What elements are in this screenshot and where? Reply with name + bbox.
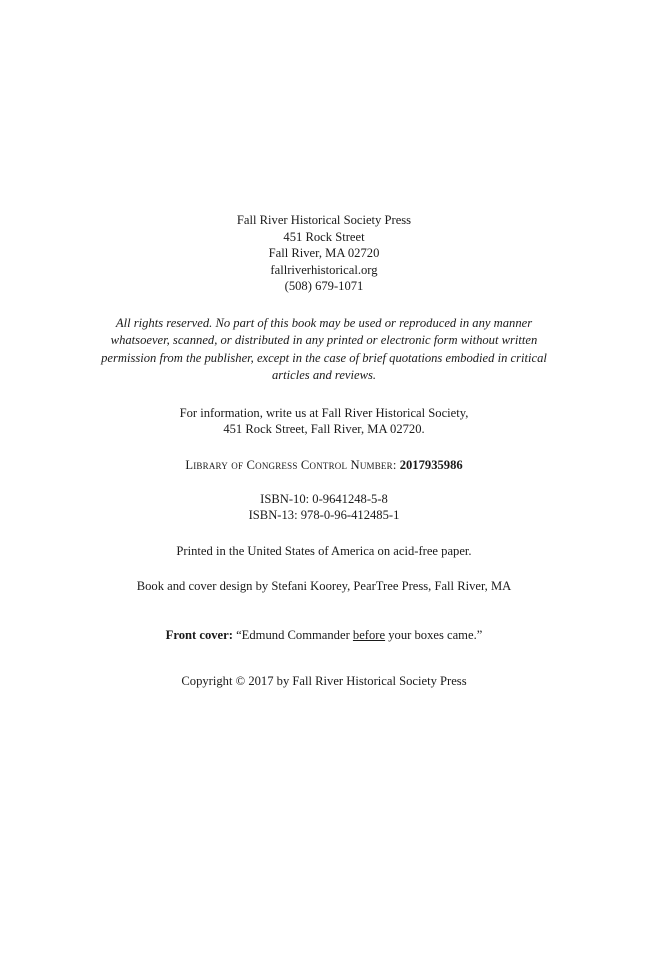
contact-line-2: 451 Rock Street, Fall River, MA 02720.	[223, 422, 425, 437]
page-content	[0, 212, 648, 689]
design-credit: Book and cover design by Stefani Koorey, PearTree Press, Fall River, MA	[136, 578, 512, 593]
publisher-name: Fall River Historical Society Press	[236, 213, 412, 227]
publisher-street: 451 Rock Street	[283, 229, 365, 244]
printing-statement: Printed in the United States of America on acid-free paper.	[176, 543, 472, 558]
front-cover-quote-open: “Edmund Commander	[236, 627, 353, 642]
front-cover-caption	[78, 627, 570, 643]
isbn-10: ISBN-10: 0-9641248-5-8	[260, 491, 388, 506]
loc-number: 2017935986	[399, 457, 463, 472]
contact-information-block	[78, 405, 570, 438]
rights-statement: All rights reserved. No part of this book may be used or reproduced in any manner whatsoever, scanned, or distributed in any printed or electronic form without written permission from the publisher, except in the case of brief quotations embodied in critical articles and reviews.	[101, 315, 547, 383]
contact-line-1: For information, write us at Fall River Historical Society,	[179, 405, 469, 420]
front-cover-label: Front cover:	[165, 627, 233, 642]
loc-label: Library of Congress Control Number:	[185, 457, 397, 472]
publisher-city-state-zip: Fall River, MA 02720	[268, 246, 380, 261]
front-cover-quote-close: your boxes came.”	[385, 627, 483, 642]
loc-control-number	[78, 457, 570, 473]
copyright-notice: Copyright © 2017 by Fall River Historical Society Press	[181, 673, 467, 688]
isbn-13: ISBN-13: 978-0-96-412485-1	[248, 508, 400, 523]
isbn-block	[78, 491, 570, 524]
publisher-website: fallriverhistorical.org	[270, 262, 378, 277]
publisher-imprint-block	[78, 212, 570, 295]
front-cover-emphasis: before	[352, 627, 386, 642]
publisher-phone: (508) 679-1071	[284, 279, 364, 294]
